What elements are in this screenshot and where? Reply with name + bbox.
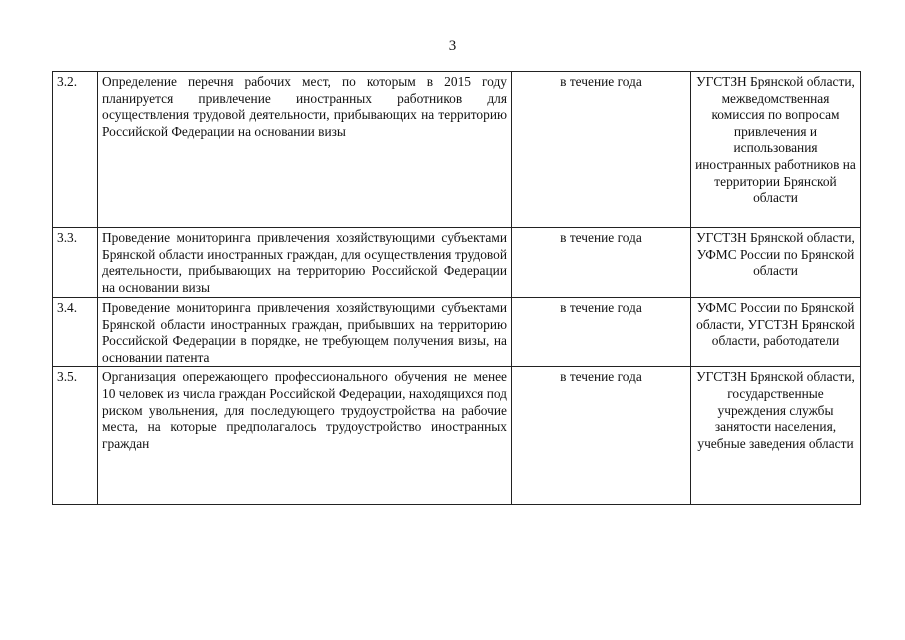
item-responsible: УГСТЗН Брянской области, государственные учреждения службы занятости населения, учебные заведения области [691, 367, 861, 505]
table-row [53, 228, 861, 298]
table-row [53, 72, 861, 228]
item-responsible: УГСТЗН Брянской области, межведомственная комиссия по вопросам привлечения и использования иностранных работников на территории Брянской области [691, 72, 861, 228]
measures-table-body [53, 72, 861, 505]
item-term: в течение года [512, 298, 691, 367]
item-number: 3.3. [53, 228, 98, 298]
table-row [53, 298, 861, 367]
measures-table [52, 71, 861, 505]
item-responsible: УФМС России по Брянской области, УГСТЗН Брянской области, работодатели [691, 298, 861, 367]
item-term: в течение года [512, 367, 691, 505]
item-number: 3.4. [53, 298, 98, 367]
page-number: 3 [448, 38, 457, 54]
item-description: Проведение мониторинга привлечения хозяйствующими субъектами Брянской области иностранных граждан, для осуществления трудовой деятельности, прибывающих на территорию Российской Федерации на основании визы [98, 228, 512, 298]
item-responsible: УГСТЗН Брянской области, УФМС России по Брянской области [691, 228, 861, 298]
item-number: 3.2. [53, 72, 98, 228]
item-number: 3.5. [53, 367, 98, 505]
table-row [53, 367, 861, 505]
item-term: в течение года [512, 72, 691, 228]
item-description: Организация опережающего профессионального обучения не менее 10 человек из числа граждан Российской Федерации, находящихся под риском увольнения, для последующего трудоустройства на рабочие места, на которые предполагалось трудоустройство иностранных граждан [98, 367, 512, 505]
item-description: Проведение мониторинга привлечения хозяйствующими субъектами Брянской области иностранных граждан, прибывших на территорию Российской Федерации в порядке, не требующем получения визы, на основании патента [98, 298, 512, 367]
item-term: в течение года [512, 228, 691, 298]
item-description: Определение перечня рабочих мест, по которым в 2015 году планируется привлечение иностранных работников для осуществления трудовой деятельности, прибывающих на территорию Российской Федерации на основании визы [98, 72, 512, 228]
